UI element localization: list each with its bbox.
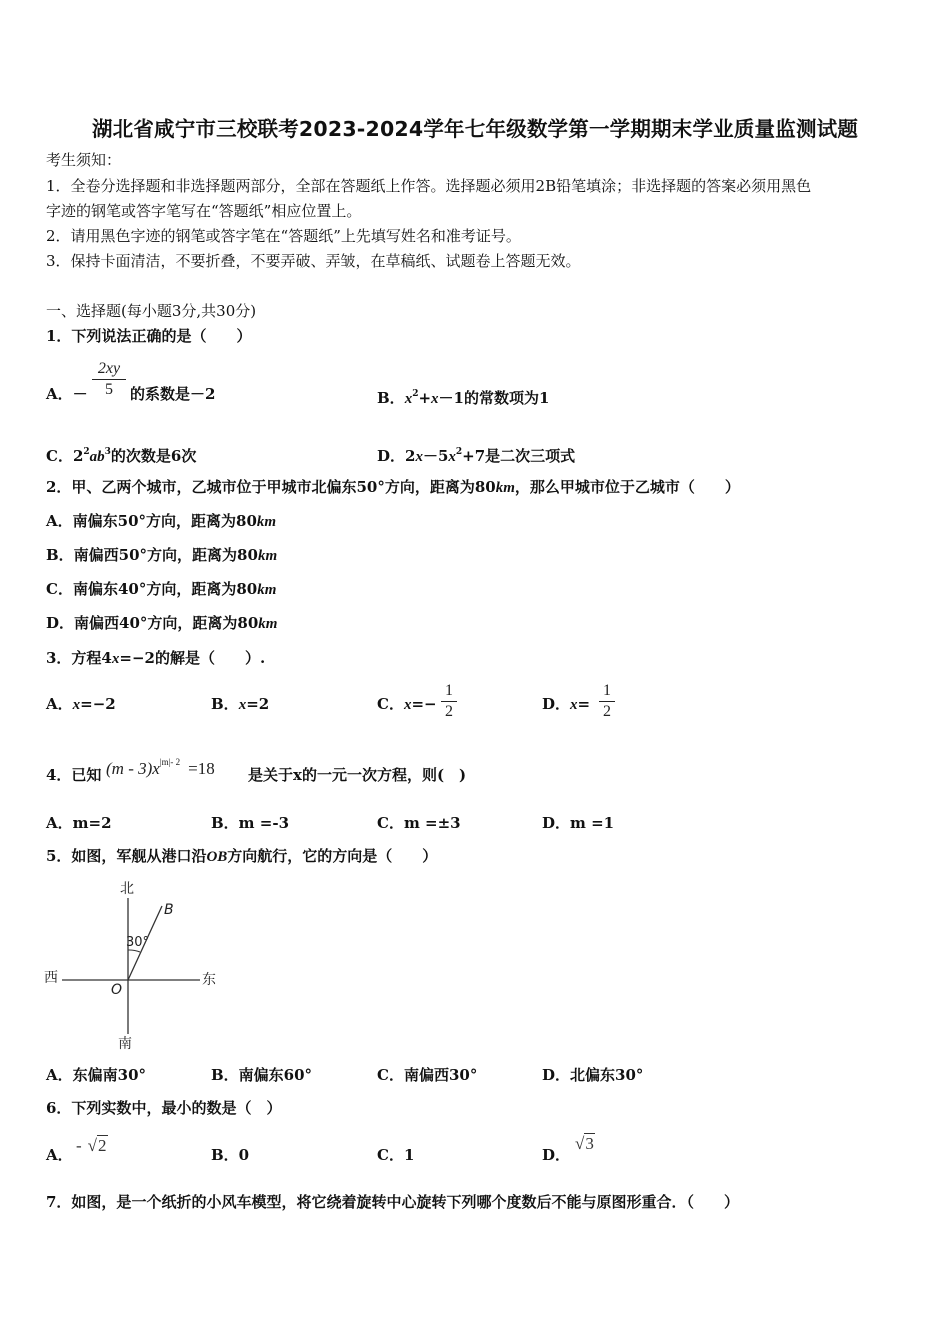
q1-c-text: 的次数是6次 xyxy=(110,447,197,465)
notice-line-3: 3．保持卡面清洁，不要折叠，不要弄破、弄皱，在草稿纸、试题卷上答题无效。 xyxy=(46,252,581,270)
q1-b-plus: + xyxy=(418,389,432,407)
q4-option-d: D．m =1 xyxy=(542,814,615,832)
q2-option-c xyxy=(46,580,276,599)
notice-heading: 考生须知： xyxy=(46,151,122,169)
notice-line-2: 2．请用黑色字迹的钢笔或答字笔在“答题纸”上先填写姓名和准考证号。 xyxy=(46,227,521,245)
q3-d-eq: = xyxy=(577,695,591,713)
q2-b-text: B．南偏西50°方向，距离为80 xyxy=(46,546,258,564)
q1-d-mid: －5 xyxy=(422,447,449,465)
q1-a-numerator: 2xy xyxy=(97,360,121,377)
q1-c-exp2: 3 xyxy=(104,447,111,457)
notice-line-1a: 1．全卷分选择题和非选择题两部分，全部在答题纸上作答。选择题必须用2B铅笔填涂；非选择题的答案必须用黑色 xyxy=(46,177,812,195)
q2-stem-unit: km xyxy=(495,480,515,496)
q1-c-label: C． xyxy=(46,447,73,465)
q3-c-eq: =− xyxy=(411,695,437,713)
label-o: O xyxy=(111,982,123,998)
q3-stem-x: x xyxy=(111,651,120,667)
q4-option-a: A．m=2 xyxy=(46,814,112,832)
q3-option-c xyxy=(377,695,437,714)
q2-stem xyxy=(46,478,740,497)
q3-d-x: x xyxy=(570,697,578,713)
q6-stem: 6．下列实数中，最小的数是（ ） xyxy=(46,1099,282,1117)
q6-option-c: C．1 xyxy=(377,1146,415,1164)
q5-option-b: B．南偏东60° xyxy=(211,1066,313,1084)
q3-d-denominator: 2 xyxy=(603,703,611,720)
notice-line-1b: 字迹的钢笔或答字笔写在“答题纸”相应位置上。 xyxy=(46,202,362,220)
q4-formula-base: (m - 3)x xyxy=(106,759,160,778)
q4-formula xyxy=(106,757,215,779)
q1-c-base: 2 xyxy=(72,447,84,465)
sqrt-icon: √ xyxy=(575,1134,585,1153)
q3-b-x: x xyxy=(238,697,247,713)
q4-option-c: C．m =±3 xyxy=(377,814,461,832)
q2-c-unit: km xyxy=(257,582,277,598)
q4-stem-post: 是关于x的一元一次方程，则( ) xyxy=(248,766,467,784)
q3-d-fraction xyxy=(599,682,615,721)
q1-c-exp1: 2 xyxy=(83,447,90,457)
q3-c-denominator: 2 xyxy=(445,703,453,720)
q6-d-radicand: 3 xyxy=(585,1134,594,1153)
label-south: 南 xyxy=(118,1036,132,1052)
q3-a-label: A． xyxy=(46,695,73,713)
q3-a-x: x xyxy=(72,697,81,713)
q2-option-a xyxy=(46,512,276,531)
q1-b-text: －1的常数项为1 xyxy=(438,389,550,407)
q6-d-value xyxy=(575,1134,595,1154)
fraction-bar xyxy=(92,379,126,380)
q4-formula-rhs: =18 xyxy=(188,759,215,778)
q1-option-c xyxy=(46,443,196,466)
label-west: 西 xyxy=(44,970,58,986)
section-heading: 一、选择题(每小题3分,共30分) xyxy=(46,302,257,320)
q1-d-x: x xyxy=(415,449,423,465)
q2-b-unit: km xyxy=(257,548,278,564)
q5-stem xyxy=(46,847,437,866)
q1-d-pre: 2 xyxy=(405,447,416,465)
q6-a-value xyxy=(76,1136,108,1156)
label-b: B xyxy=(164,902,174,918)
q2-a-unit: km xyxy=(256,514,277,530)
q3-stem-post: =−2的解是（ ）. xyxy=(119,649,266,667)
q1-option-b xyxy=(377,385,549,408)
q3-a-val: =−2 xyxy=(80,695,116,713)
q2-d-unit: km xyxy=(258,616,278,632)
q4-stem-pre: 4．已知 xyxy=(46,766,102,784)
fraction-bar xyxy=(441,701,457,702)
q5-option-a: A．东偏南30° xyxy=(46,1066,147,1084)
q5-option-c: C．南偏西30° xyxy=(377,1066,478,1084)
q2-option-b xyxy=(46,546,277,565)
q6-a-label: A． xyxy=(46,1146,73,1164)
q5-stem-ob: OB xyxy=(206,849,228,865)
q3-b-val: =2 xyxy=(246,695,270,713)
q3-c-numerator: 1 xyxy=(445,682,453,699)
q2-option-d xyxy=(46,614,277,633)
q6-a-minus: - xyxy=(76,1136,82,1155)
sqrt-icon: √ xyxy=(87,1136,98,1155)
q1-b-label: B． xyxy=(377,389,405,407)
q1-c-ab: ab xyxy=(89,449,105,465)
q5-stem-post: 方向航行，它的方向是（ ） xyxy=(227,847,438,865)
q7-stem: 7．如图，是一个纸折的小风车模型，将它绕着旋转中心旋转下列哪个度数后不能与原图形重合．（ ） xyxy=(46,1193,739,1211)
q1-a-text: 的系数是－2 xyxy=(130,385,216,403)
q5-stem-pre: 5．如图，军舰从港口沿 xyxy=(46,847,207,865)
q1-d-x2: x xyxy=(448,449,456,465)
q1-a-minus: － xyxy=(72,385,88,403)
q3-d-numerator: 1 xyxy=(603,682,611,699)
q3-c-x: x xyxy=(403,697,412,713)
angle-arc xyxy=(128,950,140,952)
q3-stem-pre: 3．方程4 xyxy=(46,649,112,667)
fraction-bar xyxy=(599,701,615,702)
q3-option-a xyxy=(46,695,116,714)
q2-d-text: D．南偏西40°方向，距离为80 xyxy=(46,614,259,632)
q2-c-text: C．南偏东40°方向，距离为80 xyxy=(46,580,258,598)
q1-option-a xyxy=(46,385,88,403)
q1-b-x: x xyxy=(404,391,413,407)
q3-stem xyxy=(46,649,265,668)
page-title: 湖北省咸宁市三校联考2023-2024学年七年级数学第一学期期末学业质量监测试题 xyxy=(91,117,859,141)
q6-d-label: D． xyxy=(542,1146,571,1164)
q1-d-label: D． xyxy=(377,447,406,465)
q2-stem-post: ，那么甲城市位于乙城市（ ） xyxy=(514,478,740,496)
q1-b-x2: x xyxy=(431,391,439,407)
q1-a-label: A． xyxy=(46,385,73,403)
q1-d-text: +7是二次三项式 xyxy=(462,447,576,465)
q3-c-fraction xyxy=(441,682,457,721)
q2-stem-pre: 2．甲、乙两个城市，乙城市位于甲城市北偏东50°方向，距离为80 xyxy=(46,478,496,496)
q3-b-label: B． xyxy=(211,695,239,713)
q1-a-denominator: 5 xyxy=(105,381,113,398)
compass-diagram xyxy=(40,876,230,1052)
q3-c-label: C． xyxy=(377,695,404,713)
q1-d-exp: 2 xyxy=(455,447,463,457)
q2-a-text: A．南偏东50°方向，距离为80 xyxy=(46,512,257,530)
q3-d-label: D． xyxy=(542,695,571,713)
q6-option-b: B．0 xyxy=(211,1146,250,1164)
label-east: 东 xyxy=(202,972,216,988)
q1-option-d xyxy=(377,443,575,466)
q1-stem: 1．下列说法正确的是（ ） xyxy=(46,327,252,345)
q6-a-radicand: 2 xyxy=(98,1136,107,1155)
q4-formula-exp: |m|- 2 xyxy=(159,757,181,767)
label-north: 北 xyxy=(120,881,134,897)
q1-a-fraction xyxy=(92,360,126,399)
q3-option-b xyxy=(211,695,269,714)
q3-option-d xyxy=(542,695,590,714)
q4-option-b: B．m =-3 xyxy=(211,814,290,832)
q1-b-exp: 2 xyxy=(412,389,419,399)
q5-option-d: D．北偏东30° xyxy=(542,1066,644,1084)
label-angle: 30° xyxy=(126,935,150,950)
